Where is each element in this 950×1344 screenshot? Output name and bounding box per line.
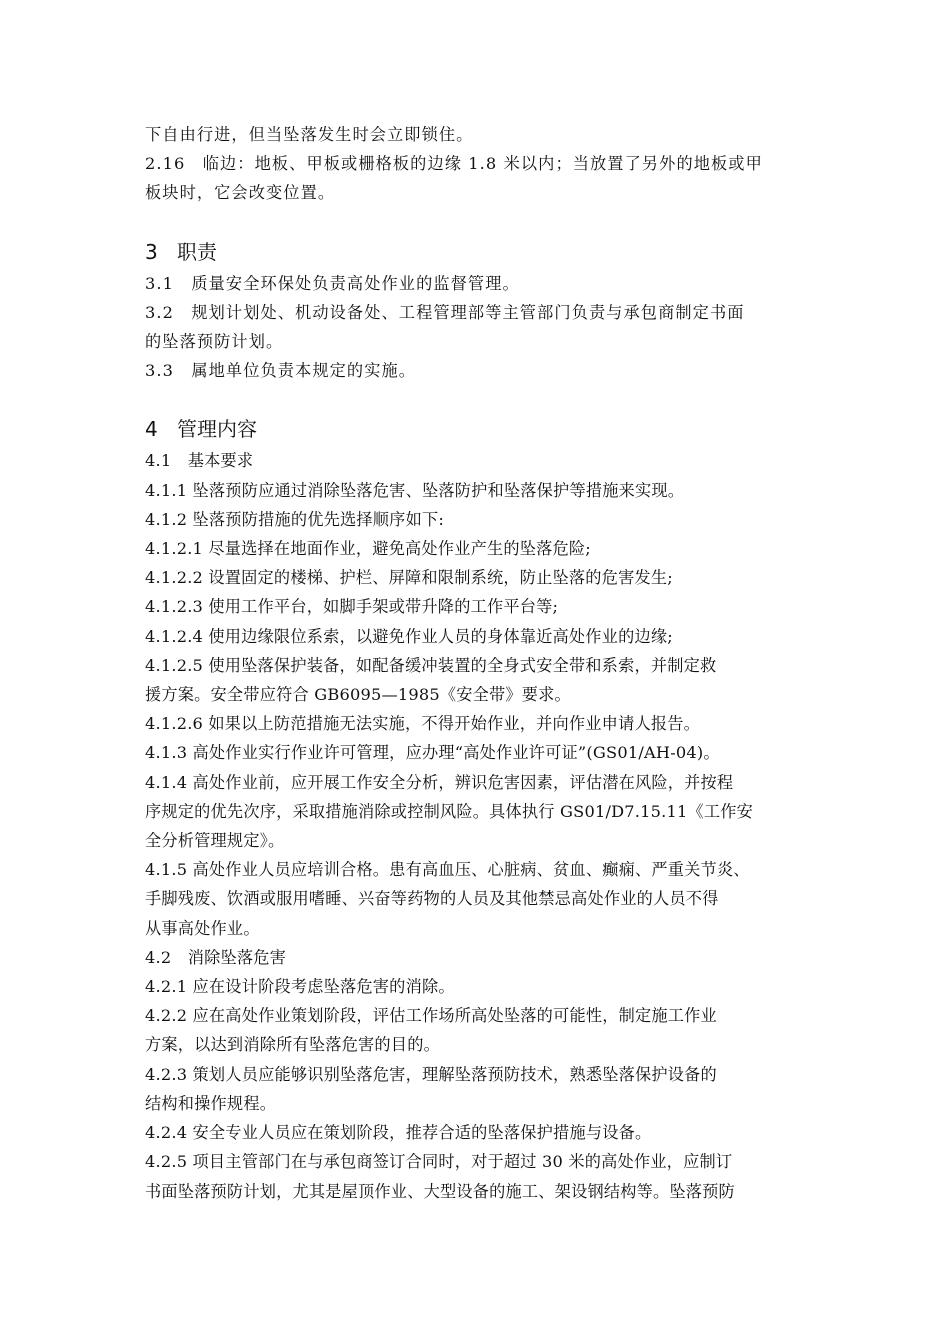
body-line: 4.2 消除坠落危害 bbox=[145, 947, 287, 967]
body-line: 4.1.3 高处作业实行作业许可管理，应办理“高处作业许可证”(GS01/AH-04)。 bbox=[145, 743, 720, 763]
body-line: 方案，以达到消除所有坠落危害的目的。 bbox=[145, 1035, 440, 1055]
body-line: 4.1.2.4 使用边缘限位系索，以避免作业人员的身体靠近高处作业的边缘; bbox=[145, 626, 673, 646]
body-line: 4.1.5 高处作业人员应培训合格。患有高血压、心脏病、贫血、癫痫、严重关节炎、 bbox=[145, 860, 750, 880]
body-line: 4.1.2.3 使用工作平台，如脚手架或带升降的工作平台等; bbox=[145, 597, 559, 617]
body-line: 4.2.1 应在设计阶段考虑坠落危害的消除。 bbox=[145, 977, 455, 997]
body-line: 2.16 临边：地板、甲板或栅格板的边缘 1.8 米以内；当放置了另外的地板或甲 bbox=[145, 154, 763, 174]
body-line: 4.2.4 安全专业人员应在策划阶段，推荐合适的坠落保护措施与设备。 bbox=[145, 1123, 652, 1143]
body-line: 4.1.2.1 尽量选择在地面作业，避免高处作业产生的坠落危险; bbox=[145, 539, 591, 559]
body-line: 的坠落预防计划。 bbox=[145, 332, 284, 352]
body-line: 4.1.2.2 设置固定的楼梯、护栏、屏障和限制系统，防止坠落的危害发生; bbox=[145, 568, 673, 588]
body-line: 4.2.5 项目主管部门在与承包商签订合同时，对于超过 30 米的高处作业，应制订 bbox=[145, 1152, 733, 1172]
body-line: 板块时，它会改变位置。 bbox=[145, 183, 336, 203]
section-heading-4 bbox=[145, 414, 810, 444]
body-line: 4.1.4 高处作业前，应开展工作安全分析，辨识危害因素，评估潜在风险，并按程 bbox=[145, 772, 734, 792]
section-title: 管理内容 bbox=[177, 417, 257, 442]
body-line: 3.1 质量安全环保处负责高处作业的监督管理。 bbox=[145, 273, 520, 293]
body-line: 书面坠落预防计划，尤其是屋顶作业、大型设备的施工、架设钢结构等。坠落预防 bbox=[145, 1181, 735, 1201]
body-line: 下自由行进，但当坠落发生时会立即锁住。 bbox=[145, 125, 474, 144]
body-line: 全分析管理规定》。 bbox=[145, 831, 285, 851]
body-line: 结构和操作规程。 bbox=[145, 1093, 277, 1113]
body-line: 3.3 属地单位负责本规定的实施。 bbox=[145, 361, 417, 381]
body-line: 4.1.1 坠落预防应通过消除坠落危害、坠落防护和坠落保护等措施来实现。 bbox=[145, 480, 685, 500]
body-line: 4.1.2 坠落预防措施的优先选择顺序如下: bbox=[145, 509, 444, 529]
section-number: 3 bbox=[145, 239, 158, 264]
section-number: 4 bbox=[145, 417, 158, 442]
body-line: 4.2.2 应在高处作业策划阶段，评估工作场所高处坠落的可能性，制定施工作业 bbox=[145, 1006, 717, 1026]
body-line: 4.2.3 策划人员应能够识别坠落危害，理解坠落预防技术，熟悉坠落保护设备的 bbox=[145, 1064, 717, 1084]
body-line: 援方案。安全带应符合 GB6095—1985《安全带》要求。 bbox=[145, 685, 571, 705]
body-line: 手脚残废、饮酒或服用嗜睡、兴奋等药物的人员及其他禁忌高处作业的人员不得 bbox=[145, 889, 719, 909]
body-line: 4.1.2.6 如果以上防范措施无法实施，不得开始作业，并向作业申请人报告。 bbox=[145, 714, 701, 734]
body-line: 序规定的优先次序，采取措施消除或控制风险。具体执行 GS01/D7.15.11《工作安 bbox=[145, 801, 754, 821]
body-line: 从事高处作业。 bbox=[145, 918, 260, 938]
document-body bbox=[145, 120, 810, 1206]
section-heading-3 bbox=[145, 237, 810, 267]
section-title: 职责 bbox=[177, 239, 217, 264]
body-line: 4.1.2.5 使用坠落保护装备，如配备缓冲装置的全身式安全带和系索，并制定救 bbox=[145, 655, 717, 675]
body-line: 4.1 基本要求 bbox=[145, 451, 254, 471]
body-line: 3.2 规划计划处、机动设备处、工程管理部等主管部门负责与承包商制定书面 bbox=[145, 302, 745, 322]
